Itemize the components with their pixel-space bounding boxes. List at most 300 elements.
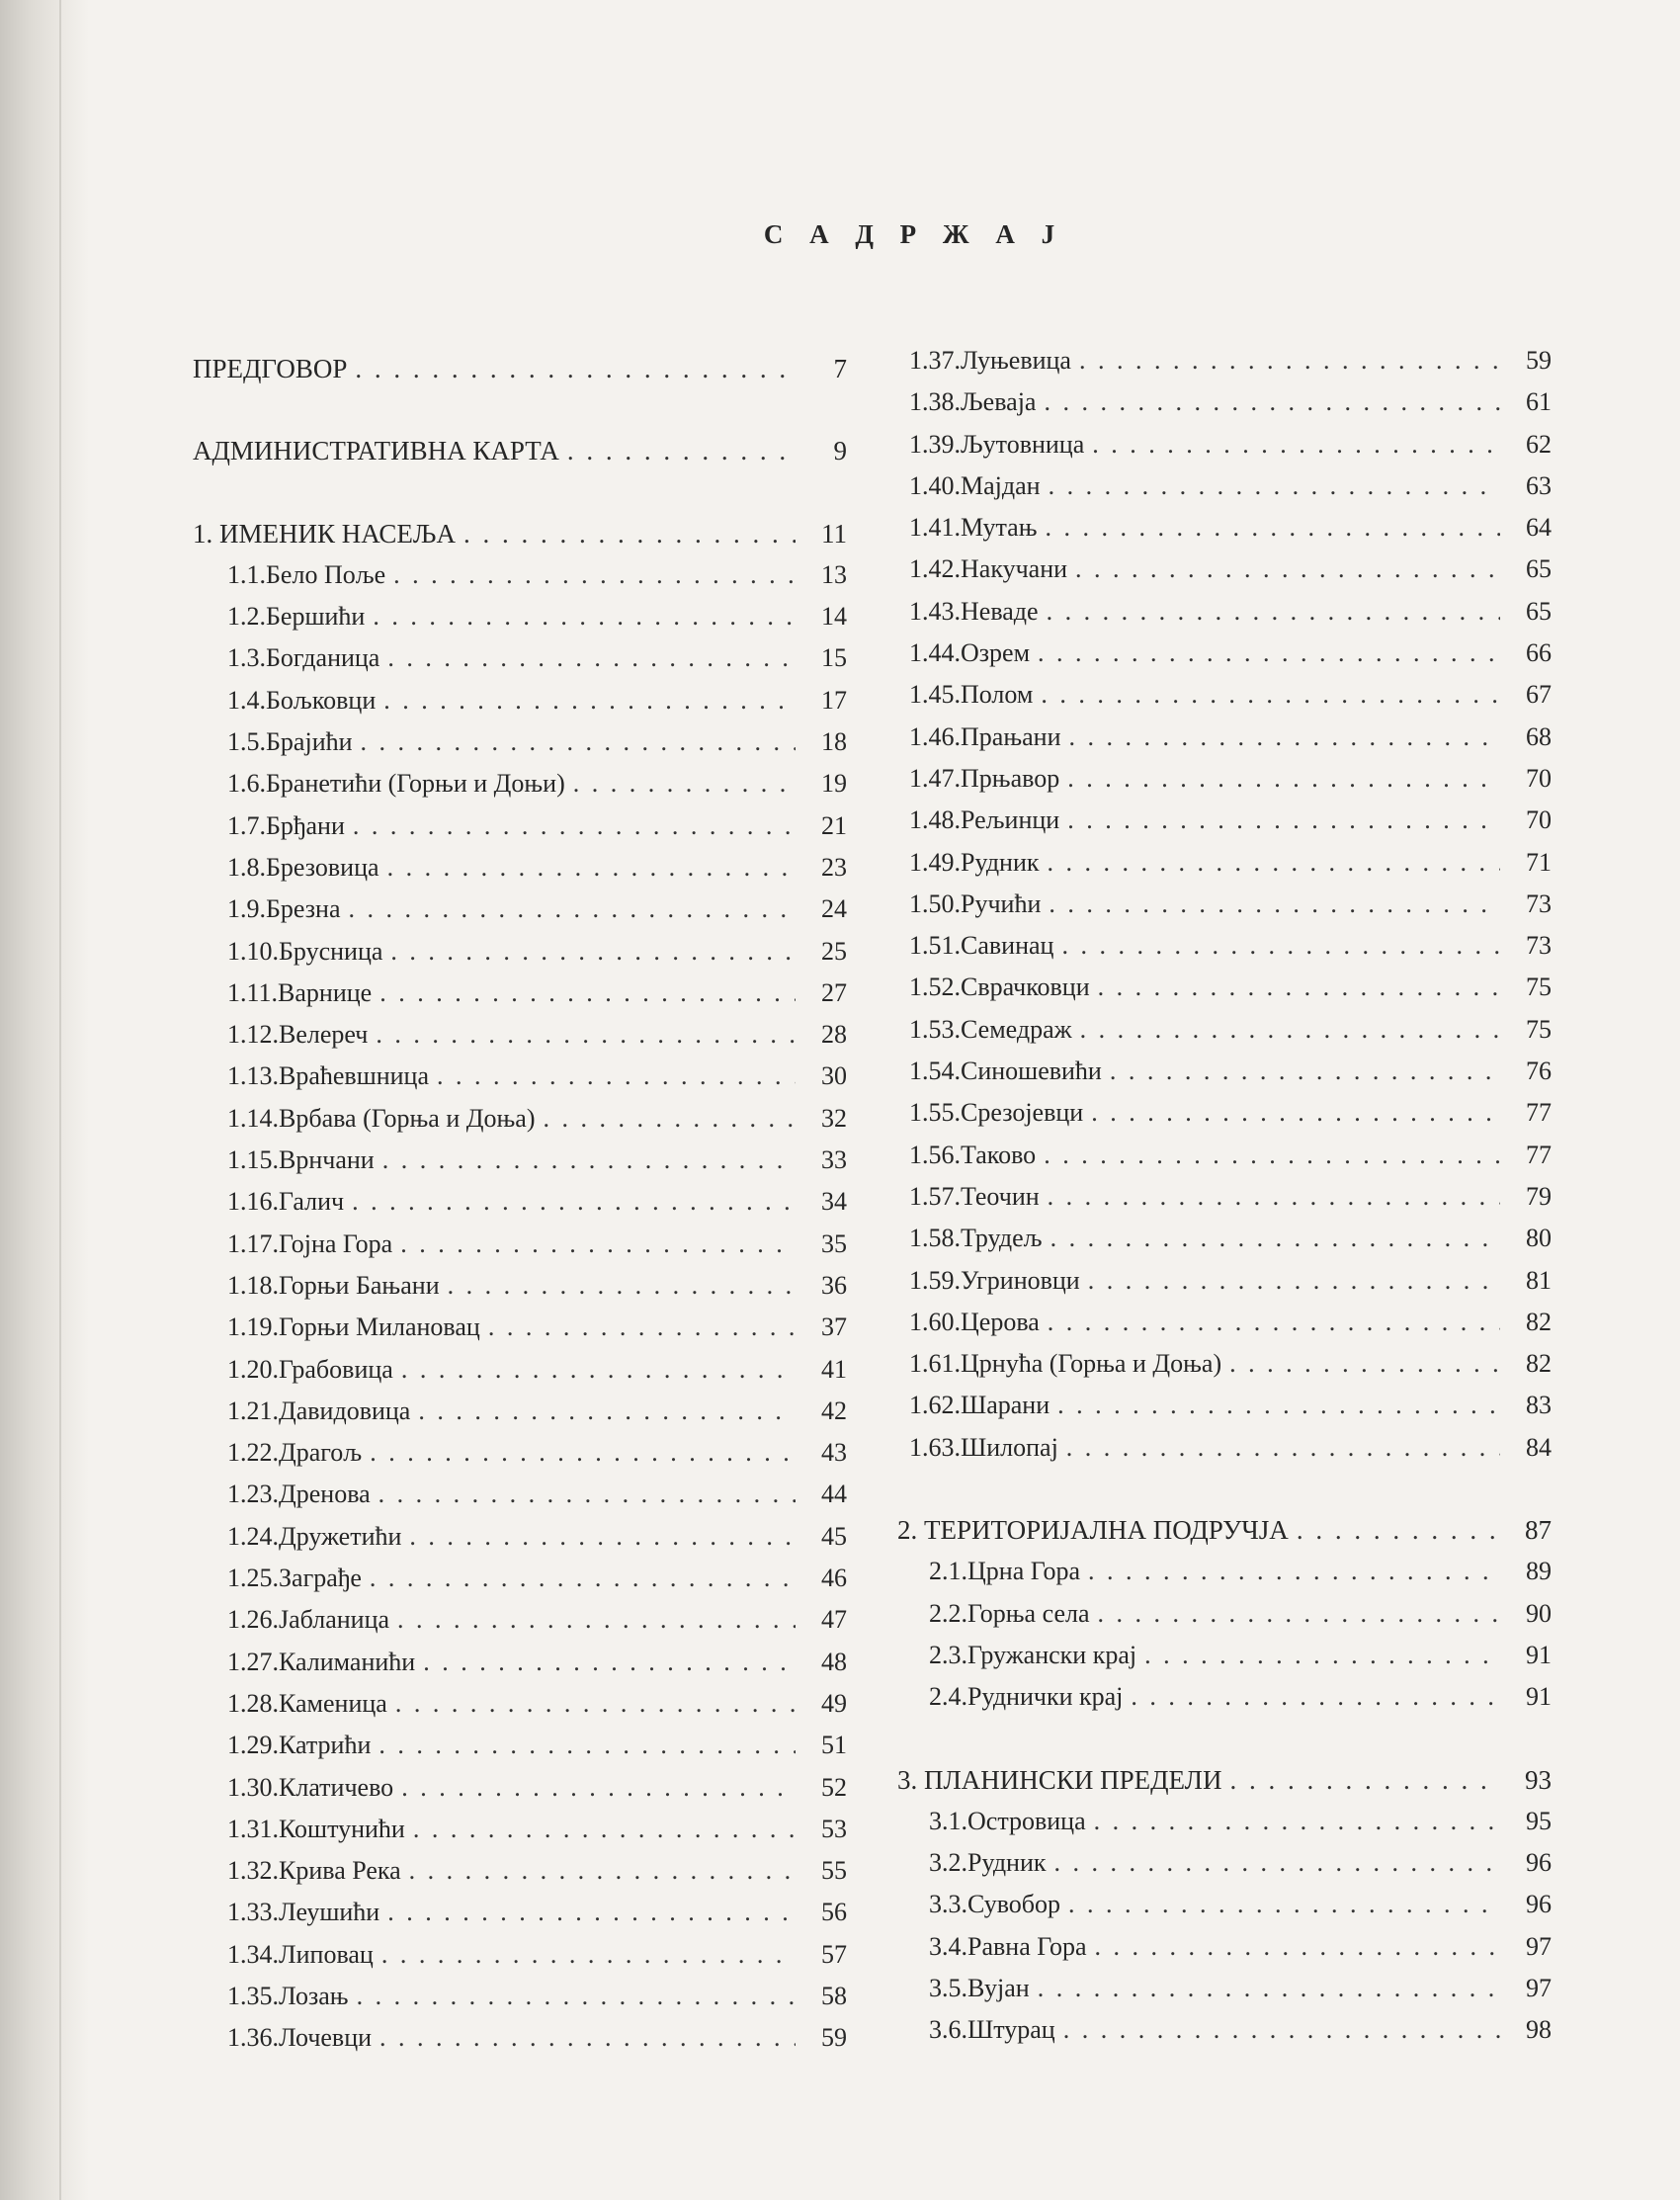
entry-label: Лочевци (279, 2023, 373, 2053)
toc-entry[interactable] (193, 847, 847, 888)
entry-number: 1.39. (909, 429, 961, 459)
entry-label: Таково (961, 1140, 1037, 1169)
entry-label: Мутањ (961, 513, 1038, 543)
toc-entry[interactable] (897, 1260, 1552, 1302)
entry-label: Драгољ (279, 1438, 363, 1468)
leader-dots (1038, 633, 1500, 674)
entry-page: 98 (1526, 2015, 1552, 2045)
entry-label: Велереч (279, 1020, 369, 1050)
entry-number: 1.36. (227, 2023, 279, 2053)
section-label: 3. ПЛАНИНСКИ ПРЕДЕЛИ (897, 1764, 1222, 1795)
entry-number: 1.51. (909, 931, 961, 961)
leader-dots (1094, 1801, 1500, 1842)
toc-entry[interactable] (193, 805, 847, 847)
entry-label: Луњевица (961, 346, 1071, 375)
entry-number: 1.42. (909, 554, 961, 584)
entry-label: Црна Гора (967, 1557, 1081, 1586)
toc-entry[interactable] (193, 1892, 847, 1933)
entry-page: 77 (1526, 1140, 1552, 1169)
section-label: 1. ИМЕНИК НАСЕЉА (193, 518, 456, 549)
section-page: 93 (1525, 1764, 1552, 1795)
leader-dots (387, 847, 796, 888)
entry-page: 97 (1526, 1973, 1552, 2002)
entry-number: 2.2. (929, 1598, 967, 1628)
toc-entry[interactable] (897, 633, 1552, 674)
toc-entry[interactable] (897, 925, 1552, 967)
toc-entry[interactable] (193, 1850, 847, 1892)
entry-page: 7 (833, 354, 847, 383)
toc-entry[interactable] (897, 1176, 1552, 1218)
entry-number: 2.1. (929, 1557, 967, 1586)
entry-page: 96 (1526, 1848, 1552, 1878)
entry-number: 1.2. (227, 602, 266, 632)
leader-dots (488, 1307, 796, 1348)
toc-entry[interactable] (193, 931, 847, 973)
entry-label: Равна Гора (967, 1931, 1087, 1961)
toc-section-2-list (897, 1551, 1552, 1718)
entry-label: Галич (279, 1187, 345, 1217)
toc-entry[interactable] (897, 1926, 1552, 1968)
entry-page: 23 (821, 852, 847, 882)
entry-number: 1.25. (227, 1564, 279, 1593)
leader-dots (1095, 1926, 1500, 1968)
toc-entry[interactable] (897, 758, 1552, 800)
entry-number: 1.11. (227, 977, 279, 1007)
toc-entry[interactable] (897, 1218, 1552, 1259)
toc-entry[interactable] (193, 1934, 847, 1976)
entry-page: 57 (821, 1939, 847, 1969)
toc-entry[interactable] (897, 465, 1552, 507)
leader-dots (349, 888, 796, 930)
toc-entry[interactable] (193, 2017, 847, 2059)
entry-label: Гружански крај (967, 1640, 1137, 1669)
toc-entry[interactable] (193, 1014, 847, 1056)
entry-page: 70 (1526, 763, 1552, 793)
toc-entry[interactable] (193, 1224, 847, 1265)
entry-label: Срезојевци (961, 1098, 1084, 1128)
leader-dots (355, 348, 796, 389)
entry-number: 1.45. (909, 680, 961, 710)
leader-dots (1048, 842, 1500, 884)
leader-dots (1067, 800, 1500, 841)
entry-number: 1.1. (227, 559, 266, 589)
toc-section-1-heading[interactable] (193, 513, 847, 554)
entry-number: 1.6. (227, 769, 266, 799)
entry-number: 1.48. (909, 805, 961, 835)
leader-dots (409, 1850, 796, 1892)
toc-entry[interactable] (897, 1884, 1552, 1925)
toc-entry[interactable] (193, 1642, 847, 1683)
toc-entry[interactable] (193, 973, 847, 1014)
entry-page: 65 (1526, 596, 1552, 626)
entry-page: 51 (821, 1731, 847, 1760)
entry-label: Дренова (279, 1480, 371, 1509)
entry-page: 36 (821, 1270, 847, 1300)
entry-label: Угриновци (961, 1265, 1080, 1295)
spacer (193, 472, 847, 513)
entry-label: Штурац (967, 2015, 1055, 2045)
entry-number: 1.4. (227, 685, 266, 715)
entry-page: 62 (1526, 429, 1552, 459)
leader-dots (1067, 758, 1500, 800)
entry-page: 97 (1526, 1931, 1552, 1961)
entry-label: Озрем (961, 638, 1031, 668)
toc-entry[interactable] (193, 1725, 847, 1766)
entry-number: 1.17. (227, 1228, 279, 1258)
entry-number: 1.10. (227, 936, 279, 966)
entry-page: 56 (821, 1898, 847, 1927)
entry-number: 1.63. (909, 1432, 961, 1462)
toc-entry[interactable] (897, 1385, 1552, 1426)
entry-page: 90 (1526, 1598, 1552, 1628)
entry-page: 58 (821, 1981, 847, 2010)
toc-left-column (193, 348, 847, 2060)
toc-entry[interactable] (897, 340, 1552, 381)
book-binding-shadow (0, 0, 89, 2200)
leader-dots (1049, 465, 1500, 507)
toc-entry[interactable] (193, 721, 847, 763)
toc-entry[interactable] (897, 1092, 1552, 1134)
entry-page: 13 (821, 559, 847, 589)
toc-entry[interactable] (193, 1599, 847, 1641)
toc-entry[interactable] (193, 1474, 847, 1515)
toc-entry[interactable] (897, 507, 1552, 549)
entry-number: 3.2. (929, 1848, 967, 1878)
entry-page: 79 (1526, 1181, 1552, 1211)
entry-number: 1.58. (909, 1224, 961, 1253)
toc-entry[interactable] (193, 1809, 847, 1850)
toc-entry[interactable] (193, 1432, 847, 1474)
entry-page: 95 (1526, 1806, 1552, 1835)
entry-page: 91 (1526, 1640, 1552, 1669)
toc-entry[interactable] (193, 1558, 847, 1599)
entry-label: Шилопај (961, 1432, 1058, 1462)
toc-entry[interactable] (193, 680, 847, 721)
entry-page: 76 (1526, 1057, 1552, 1086)
toc-entry[interactable] (897, 800, 1552, 841)
toc-entry-admin-map[interactable] (193, 430, 847, 471)
entry-number: 1.38. (909, 387, 961, 417)
toc-entry[interactable] (193, 888, 847, 930)
leader-dots (383, 680, 796, 721)
entry-label: Горњи Бањани (279, 1270, 440, 1300)
leader-dots (1080, 1009, 1500, 1051)
entry-page: 27 (821, 977, 847, 1007)
entry-number: 3.1. (929, 1806, 967, 1835)
leader-dots (1044, 1135, 1500, 1176)
entry-label: Липовац (279, 1939, 374, 1969)
toc-entry[interactable] (193, 1056, 847, 1097)
entry-number: 1.13. (227, 1061, 279, 1091)
entry-page: 17 (821, 685, 847, 715)
entry-label: Враћевшница (279, 1061, 430, 1091)
leader-dots (437, 1056, 796, 1097)
entry-page: 44 (821, 1480, 847, 1509)
leader-dots (1131, 1676, 1500, 1718)
entry-number: 2.4. (929, 1682, 967, 1712)
leader-dots (1075, 549, 1500, 590)
entry-label: Врнчани (279, 1145, 375, 1175)
leader-dots (1063, 2009, 1500, 2051)
section-page: 87 (1525, 1515, 1552, 1546)
toc-entry[interactable] (897, 1302, 1552, 1343)
toc-right-column (897, 340, 1552, 2052)
entry-number: 1.32. (227, 1856, 279, 1886)
entry-label: Полом (961, 680, 1034, 710)
entry-page: 89 (1526, 1557, 1552, 1586)
entry-label: Сврачковци (961, 973, 1090, 1002)
leader-dots (1069, 717, 1501, 758)
toc-entry[interactable] (193, 554, 847, 596)
entry-label: Брђани (266, 810, 345, 840)
entry-number: 1.20. (227, 1354, 279, 1384)
toc-entry[interactable] (897, 1676, 1552, 1718)
toc-entry[interactable] (193, 1683, 847, 1725)
leader-dots (1049, 884, 1500, 925)
toc-section-1-right-list (897, 340, 1552, 1469)
leader-dots (1098, 967, 1500, 1008)
entry-page: 71 (1526, 847, 1552, 877)
toc-entry[interactable] (897, 884, 1552, 925)
leader-dots (357, 1976, 796, 2017)
toc-entry[interactable] (897, 1593, 1552, 1635)
entry-number: 1.29. (227, 1731, 279, 1760)
leader-dots (573, 763, 796, 804)
leader-dots (1297, 1509, 1500, 1551)
entry-label: Брезна (266, 894, 341, 924)
toc-entry[interactable] (897, 1968, 1552, 2009)
toc-entry[interactable] (897, 674, 1552, 716)
leader-dots (1061, 925, 1500, 967)
entry-number: 1.53. (909, 1014, 961, 1044)
leader-dots (1098, 1593, 1501, 1635)
binding-fold-line (59, 0, 61, 2200)
entry-number: 1.22. (227, 1438, 279, 1468)
entry-label: Бело Поље (266, 559, 386, 589)
entry-label: Теочин (961, 1181, 1040, 1211)
toc-entry[interactable] (193, 1767, 847, 1809)
entry-number: 1.30. (227, 1772, 279, 1802)
leader-dots (1047, 591, 1500, 633)
leader-dots (1057, 1385, 1500, 1426)
entry-label: Шарани (961, 1391, 1050, 1420)
entry-number: 1.9. (227, 894, 266, 924)
leader-dots (378, 1725, 796, 1766)
entry-page: 65 (1526, 554, 1552, 584)
entry-number: 1.47. (909, 763, 961, 793)
entry-label: Бољковци (266, 685, 377, 715)
entry-label: Јабланица (279, 1605, 390, 1635)
entry-label: Леушићи (279, 1898, 380, 1927)
leader-dots (1050, 1218, 1500, 1259)
leader-dots (382, 1140, 796, 1181)
toc-entry[interactable] (193, 1976, 847, 2017)
entry-page: 53 (821, 1814, 847, 1843)
toc-entry[interactable] (193, 1307, 847, 1348)
toc-section-2-heading[interactable] (897, 1509, 1552, 1551)
entry-page: 63 (1526, 470, 1552, 500)
toc-entry[interactable] (897, 1343, 1552, 1385)
leader-dots (379, 2017, 796, 2059)
section-label: 2. ТЕРИТОРИЈАЛНА ПОДРУЧЈА (897, 1515, 1289, 1546)
toc-entry[interactable] (897, 842, 1552, 884)
entry-number: 1.60. (909, 1307, 961, 1336)
entry-page: 32 (821, 1103, 847, 1133)
entry-label: Ручићи (961, 888, 1042, 918)
toc-entry[interactable] (897, 1427, 1552, 1469)
entry-page: 66 (1526, 638, 1552, 668)
toc-entry[interactable] (897, 717, 1552, 758)
entry-number: 1.7. (227, 810, 266, 840)
entry-page: 59 (821, 2023, 847, 2053)
entry-number: 3.5. (929, 1973, 967, 2002)
entry-label: Каменица (279, 1688, 387, 1718)
toc-entry[interactable] (897, 1135, 1552, 1176)
entry-label: Горњи Милановац (279, 1312, 480, 1342)
toc-entry[interactable] (193, 596, 847, 637)
spacer (897, 1469, 1552, 1509)
toc-entry[interactable] (897, 1842, 1552, 1884)
entry-number: 1.18. (227, 1270, 279, 1300)
toc-entry[interactable] (897, 591, 1552, 633)
toc-entry[interactable] (897, 1551, 1552, 1592)
toc-entry[interactable] (193, 1349, 847, 1391)
toc-entry[interactable] (193, 1098, 847, 1140)
entry-label: Варнице (278, 977, 373, 1007)
toc-entry[interactable] (193, 1391, 847, 1432)
entry-page: 70 (1526, 805, 1552, 835)
page-title: С А Д Р Ж А Ј (763, 219, 1065, 249)
entry-number: 1.46. (909, 721, 961, 751)
leader-dots (1110, 1051, 1500, 1092)
leader-dots (378, 1474, 796, 1515)
entry-page: 96 (1526, 1890, 1552, 1919)
toc-entry[interactable] (897, 381, 1552, 423)
entry-number: 1.23. (227, 1480, 279, 1509)
leader-dots (373, 596, 796, 637)
spacer (897, 1719, 1552, 1759)
entry-label: Брезовица (266, 852, 379, 882)
entry-label: Савинац (961, 931, 1054, 961)
entry-label: Вујан (967, 1973, 1030, 2002)
entry-number: 1.54. (909, 1057, 961, 1086)
entry-page: 82 (1526, 1349, 1552, 1379)
entry-label: Црнућа (Горња и Доња) (961, 1349, 1222, 1379)
entry-label: Заграђе (279, 1564, 362, 1593)
leader-dots (387, 637, 796, 679)
entry-page: 37 (821, 1312, 847, 1342)
toc-entry[interactable] (897, 1051, 1552, 1092)
leader-dots (418, 1391, 796, 1432)
entry-label: Грабовица (279, 1354, 393, 1384)
entry-number: 1.40. (909, 470, 961, 500)
toc-entry[interactable] (193, 1181, 847, 1223)
leader-dots (1046, 507, 1501, 549)
toc-entry[interactable] (193, 1516, 847, 1558)
leader-dots (1038, 1968, 1500, 2009)
entry-page: 80 (1526, 1224, 1552, 1253)
entry-page: 46 (821, 1564, 847, 1593)
entry-label: Трудељ (961, 1224, 1043, 1253)
entry-page: 84 (1526, 1432, 1552, 1462)
entry-number: 1.56. (909, 1140, 961, 1169)
toc-entry[interactable] (897, 424, 1552, 465)
leader-dots (543, 1098, 796, 1140)
toc-entry[interactable] (897, 1801, 1552, 1842)
entry-number: 1.57. (909, 1181, 961, 1211)
toc-entry[interactable] (897, 549, 1552, 590)
entry-label: Прњавор (961, 763, 1060, 793)
leader-dots (361, 721, 796, 763)
entry-label: Рудник (967, 1848, 1047, 1878)
entry-page: 68 (1526, 721, 1552, 751)
entry-label: Неваде (961, 596, 1039, 626)
leader-dots (1091, 1092, 1500, 1134)
entry-label: Бершићи (266, 602, 366, 632)
entry-page: 45 (821, 1521, 847, 1551)
entry-number: 3.6. (929, 2015, 967, 2045)
toc-entry[interactable] (193, 637, 847, 679)
entry-label: Семедраж (961, 1014, 1072, 1044)
entry-number: 1.21. (227, 1396, 279, 1425)
toc-entry[interactable] (897, 967, 1552, 1008)
entry-page: 24 (821, 894, 847, 924)
entry-label: Островица (967, 1806, 1086, 1835)
entry-number: 1.50. (909, 888, 961, 918)
entry-label: Рељинци (961, 805, 1060, 835)
leader-dots (370, 1432, 796, 1474)
leader-dots (1144, 1635, 1500, 1676)
leader-dots (379, 973, 796, 1014)
toc-entry[interactable] (897, 2009, 1552, 2051)
entry-page: 35 (821, 1228, 847, 1258)
entry-number: 1.14. (227, 1103, 279, 1133)
toc-section-3-heading[interactable] (897, 1759, 1552, 1801)
leader-dots (1229, 1343, 1500, 1385)
entry-label: Церова (961, 1307, 1040, 1336)
leader-dots (1048, 1302, 1500, 1343)
leader-dots (393, 554, 796, 596)
leader-dots (423, 1642, 796, 1683)
entry-page: 75 (1526, 1014, 1552, 1044)
entry-page: 61 (1526, 387, 1552, 417)
leader-dots (1088, 1260, 1500, 1302)
entry-number: 1.3. (227, 643, 266, 673)
toc-entry[interactable] (193, 1265, 847, 1307)
entry-page: 41 (821, 1354, 847, 1384)
entry-label: Клатичево (279, 1772, 394, 1802)
entry-label: Синошевићи (961, 1057, 1102, 1086)
entry-number: 1.27. (227, 1647, 279, 1676)
toc-section-3-list (897, 1801, 1552, 2052)
entry-number: 1.5. (227, 727, 266, 757)
entry-page: 59 (1526, 346, 1552, 375)
toc-entry-preface[interactable] (193, 348, 847, 389)
entry-label: Брусница (279, 936, 383, 966)
leader-dots (376, 1014, 796, 1056)
toc-entry[interactable] (193, 763, 847, 804)
leader-dots (352, 1181, 796, 1223)
entry-number: 1.44. (909, 638, 961, 668)
toc-entry[interactable] (193, 1140, 847, 1181)
toc-entry[interactable] (897, 1635, 1552, 1676)
entry-label: Лозањ (279, 1981, 349, 2010)
leader-dots (413, 1809, 796, 1850)
toc-entry[interactable] (897, 1009, 1552, 1051)
entry-page: 75 (1526, 973, 1552, 1002)
entry-page: 82 (1526, 1307, 1552, 1336)
entry-label: Врбава (Горња и Доња) (279, 1103, 536, 1133)
